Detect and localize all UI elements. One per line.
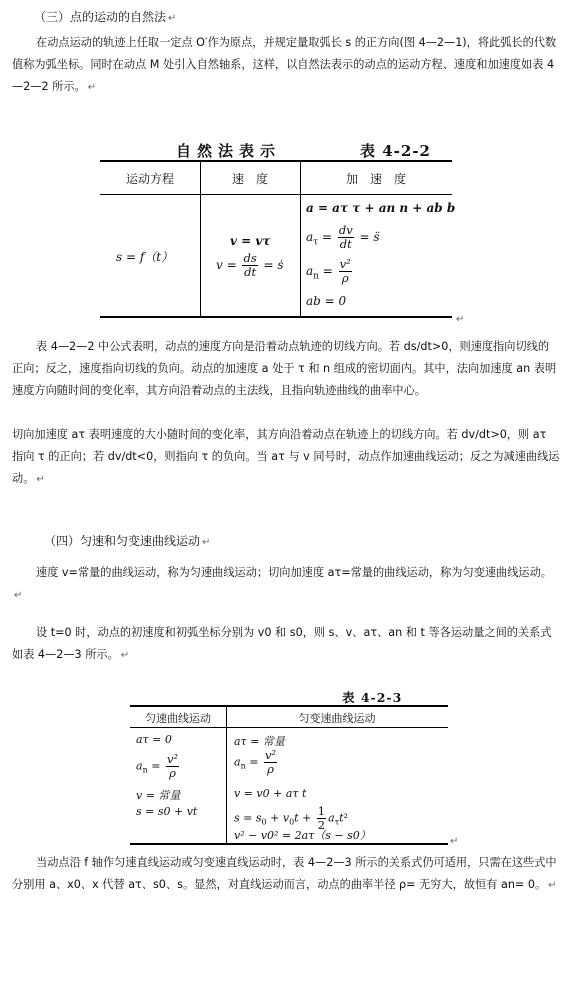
uniform-tangential-acceleration: aτ = 0: [136, 733, 172, 746]
section-4-paragraph-2: 设 t=0 时，动点的初速度和初弧坐标分别为 v0 和 s0，则 s、v、aτ、an 和 t 等各运动量之间的关系式如表 4—2—3 所示。 ↵: [12, 626, 552, 661]
section-4-paragraph-1: 速度 v=常量的曲线运动，称为匀速曲线运动；切向加速度 aτ=常量的曲线运动，称为匀变速曲线运动。↵: [14, 566, 552, 601]
velocity-vector-formula: v = vτ: [230, 234, 271, 248]
motion-equation: s = f（t）: [116, 250, 174, 264]
table-2-end-mark: ↵: [450, 836, 459, 847]
closing-paragraph: 当动点沿 f 轴作匀速直线运动或匀变速直线运动时，表 4—2—3 所示的关系式仍可适用，只需在这些式中分别用 a、x0、x 代替 aτ、s0、s。显然，对直线运动而言，动点的曲率半径 ρ= 无穷大，故恒有 an= 0。 ↵: [12, 856, 557, 891]
acceleration-vector-formula: a = aτ τ + an n + ab b: [306, 201, 456, 215]
binormal-acceleration-formula: ab = 0: [306, 294, 347, 308]
table-4-2-3: [130, 705, 448, 845]
table-2-header-variable: 匀变速曲线运动: [298, 712, 376, 725]
uniform-displacement: s = s0 + vt: [136, 805, 198, 818]
section-4-heading: （四）匀速和匀变速曲线运动 ↵: [44, 534, 211, 548]
table-1-header-motion: 运动方程: [125, 172, 174, 186]
variable-normal-acceleration: $a_n$ = $\frac{\text{v²}}{\rho}$: [234, 748, 277, 776]
table-1-number: 表 4-2-2: [360, 142, 431, 160]
section-3-heading: （三）点的运动的自然法 ↵: [34, 10, 177, 24]
table-2-number: 表 4-2-3: [342, 690, 403, 705]
uniform-velocity: v = 常量: [136, 789, 181, 802]
table-1-header-velocity: 速 度: [231, 172, 268, 186]
section-3-paragraph-1: 在动点运动的轨迹上任取一定点 O′作为原点，并规定量取弧长 s 的正方向(图 4—2—1)，将此弧长的代数值称为弧坐标。同时在动点 M 处引入自然轴系，这样，以自然法表示的动点的运动方程、速度和加速度如表 4—2—2 所示。 ↵: [12, 36, 557, 93]
table-2-header-uniform: 匀速曲线运动: [145, 712, 211, 725]
section-3-paragraph-3: 切向加速度 aτ 表明速度的大小随时间的变化率，其方向沿着动点在轨迹上的切线方向。若 dv∕dt>0，则 aτ 指向 τ 的正向；若 dv∕dt<0，则指向 τ 的负向。当 aτ 与 v 同号时，动点作加速曲线运动；反之为减速曲线运动。 ↵: [12, 428, 560, 485]
variable-velocity-squared-relation: v² − v0² = 2aτ（s − s0）: [234, 829, 371, 842]
table-1-end-mark: ↵: [456, 314, 465, 325]
uniform-normal-acceleration: $a_n$ = $\frac{\text{v²}}{\rho}$: [136, 752, 179, 780]
table-1-title: 自然法表示: [176, 142, 282, 160]
velocity-scalar-formula: v = $\frac{ds}{dt}$ = ṡ: [216, 251, 284, 279]
table-1-header-acceleration: 加 速 度: [345, 172, 406, 186]
variable-tangential-acceleration: aτ = 常量: [234, 735, 285, 748]
tangential-acceleration-formula: $a_\tau$ = $\frac{dv}{dt}$ = s̈: [306, 223, 380, 251]
section-3-paragraph-2: 表 4—2—2 中公式表明，动点的速度方向是沿着动点轨迹的切线方向。若 ds∕dt>0，则速度指向切线的正向；反之，速度指向切线的负向。动点的加速度 a 处于 τ 和 n 组成的密切面内。其中，法向加速度 an 表明速度方向随时间的变化率，其方向沿着动点的主法线，且指向轨迹曲线的曲率中心。: [12, 340, 557, 397]
variable-displacement: $s = s_0 + v_0t$ + $\frac{1}{2}$ $a_\tau t^2$: [234, 804, 348, 832]
normal-acceleration-formula: $a_n$ = $\frac{\text{v²}}{\rho}$: [306, 257, 351, 285]
table-4-2-2: [100, 160, 456, 318]
variable-velocity: v = v0 + aτ t: [234, 787, 307, 800]
